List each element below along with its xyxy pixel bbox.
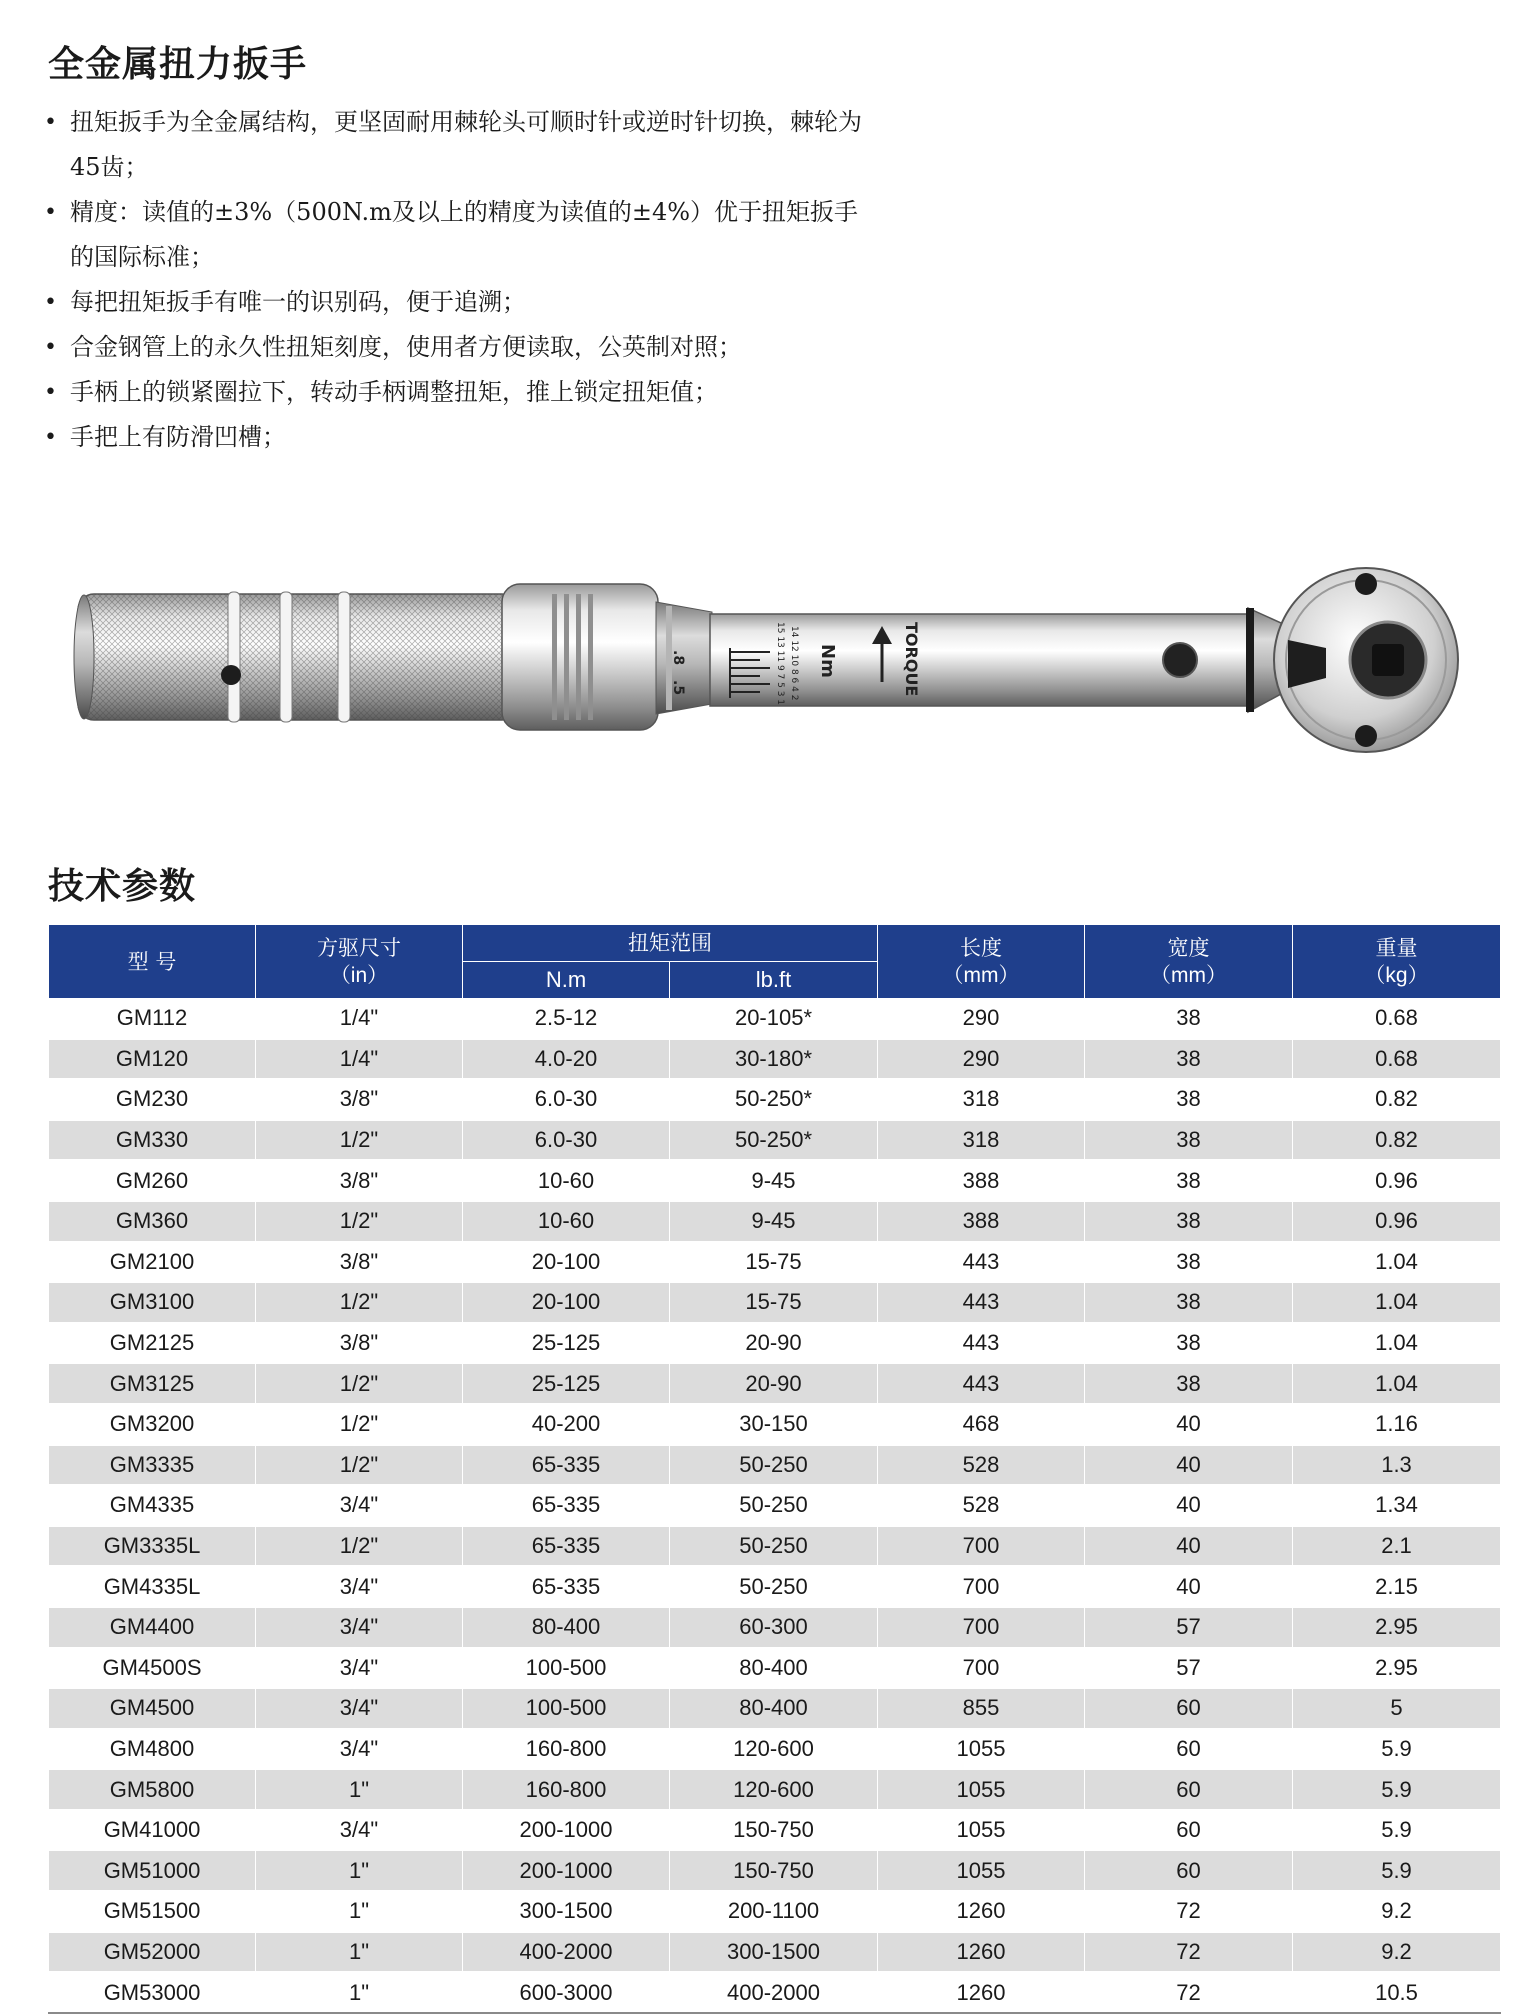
table-row: [49, 1079, 1501, 1120]
cell-torque-nm: 200-1000: [463, 1850, 670, 1891]
cell-weight: 1.3: [1293, 1445, 1501, 1486]
feature-item: • 扭矩扳手为全金属结构，更坚固耐用棘轮头可顺时针或逆时针切换，棘轮为45齿；: [44, 100, 864, 190]
table-row: [49, 1810, 1501, 1851]
table-row: [49, 1282, 1501, 1323]
cell-length: 318: [878, 1120, 1085, 1161]
cell-torque-lbft: 50-250*: [670, 1079, 878, 1120]
unit-marking: Nm: [817, 644, 838, 678]
cell-length: 1055: [878, 1729, 1085, 1770]
header-width: [1085, 925, 1293, 999]
cell-model: GM2100: [49, 1242, 256, 1283]
table-row: [49, 1850, 1501, 1891]
spec-section-title: 技术参数: [48, 866, 197, 907]
feature-item: • 每把扭矩扳手有唯一的识别码，便于追溯；: [44, 280, 864, 325]
cell-drive-size: 1/2": [256, 1120, 463, 1161]
cell-model: GM260: [49, 1160, 256, 1201]
scale-label: .8: [670, 650, 686, 666]
cell-torque-lbft: 200-1100: [670, 1891, 878, 1932]
cell-weight: 10.5: [1293, 1972, 1501, 2013]
cell-width: 60: [1085, 1810, 1293, 1851]
cell-width: 38: [1085, 1160, 1293, 1201]
cell-weight: 1.04: [1293, 1242, 1501, 1283]
cell-length: 1260: [878, 1972, 1085, 2013]
cell-torque-nm: 400-2000: [463, 1932, 670, 1973]
cell-width: 38: [1085, 1242, 1293, 1283]
table-row: [49, 1445, 1501, 1486]
table-row: [49, 1039, 1501, 1080]
cell-drive-size: 3/4": [256, 1607, 463, 1648]
table-row: [49, 999, 1501, 1039]
cell-model: GM4335L: [49, 1566, 256, 1607]
header-length-unit: （mm）: [942, 963, 1020, 987]
table-row: [49, 1526, 1501, 1567]
scale-label: 14 12 10 8 6 4 2: [789, 626, 799, 701]
cell-drive-size: 1/4": [256, 999, 463, 1039]
cell-length: 700: [878, 1526, 1085, 1567]
cell-torque-lbft: 80-400: [670, 1648, 878, 1689]
cell-drive-size: 1/2": [256, 1526, 463, 1567]
table-row: [49, 1242, 1501, 1283]
header-model: [49, 925, 256, 999]
cell-width: 60: [1085, 1769, 1293, 1810]
cell-torque-lbft: 9-45: [670, 1160, 878, 1201]
cell-width: 40: [1085, 1485, 1293, 1526]
header-torque-label: 扭矩范围: [628, 931, 712, 955]
cell-weight: 9.2: [1293, 1891, 1501, 1932]
cell-torque-nm: 40-200: [463, 1404, 670, 1445]
cell-torque-nm: 25-125: [463, 1323, 670, 1364]
cell-torque-lbft: 150-750: [670, 1810, 878, 1851]
cell-model: GM2125: [49, 1323, 256, 1364]
page-title: 全金属扭力扳手: [48, 44, 308, 85]
cell-torque-nm: 600-3000: [463, 1972, 670, 2013]
cell-torque-lbft: 120-600: [670, 1769, 878, 1810]
table-row: [49, 1607, 1501, 1648]
cell-torque-nm: 200-1000: [463, 1810, 670, 1851]
spec-table: [48, 924, 1501, 2014]
cell-drive-size: 1/2": [256, 1282, 463, 1323]
cell-model: GM4400: [49, 1607, 256, 1648]
cell-width: 38: [1085, 1120, 1293, 1161]
cell-torque-lbft: 50-250: [670, 1445, 878, 1486]
cell-model: GM3125: [49, 1363, 256, 1404]
cell-width: 72: [1085, 1972, 1293, 2013]
table-row: [49, 1566, 1501, 1607]
spec-table-header: [49, 925, 1501, 999]
cell-weight: 2.95: [1293, 1607, 1501, 1648]
cell-length: 1055: [878, 1850, 1085, 1891]
cell-drive-size: 1": [256, 1932, 463, 1973]
table-row: [49, 1404, 1501, 1445]
cell-model: GM3335: [49, 1445, 256, 1486]
cell-weight: 0.68: [1293, 1039, 1501, 1080]
cell-weight: 5.9: [1293, 1769, 1501, 1810]
cell-model: GM52000: [49, 1932, 256, 1973]
cell-torque-lbft: 20-90: [670, 1363, 878, 1404]
cell-width: 40: [1085, 1526, 1293, 1567]
scale-label: .5: [670, 680, 686, 696]
cell-length: 388: [878, 1201, 1085, 1242]
cell-length: 1260: [878, 1891, 1085, 1932]
cell-weight: 0.96: [1293, 1160, 1501, 1201]
cell-model: GM112: [49, 999, 256, 1039]
cell-torque-nm: 10-60: [463, 1160, 670, 1201]
cell-length: 388: [878, 1160, 1085, 1201]
header-width-unit: （mm）: [1150, 963, 1227, 987]
cell-weight: 9.2: [1293, 1932, 1501, 1973]
cell-torque-lbft: 15-75: [670, 1242, 878, 1283]
cell-drive-size: 1": [256, 1850, 463, 1891]
cell-torque-nm: 20-100: [463, 1242, 670, 1283]
cell-model: GM51500: [49, 1891, 256, 1932]
cell-width: 60: [1085, 1688, 1293, 1729]
header-weight: [1293, 925, 1501, 999]
table-row: [49, 1769, 1501, 1810]
cell-length: 1055: [878, 1769, 1085, 1810]
cell-torque-nm: 65-335: [463, 1445, 670, 1486]
cell-torque-lbft: 20-105*: [670, 999, 878, 1039]
cell-weight: 1.04: [1293, 1323, 1501, 1364]
torque-marking: TORQUE: [902, 622, 921, 697]
cell-torque-lbft: 9-45: [670, 1201, 878, 1242]
cell-length: 468: [878, 1404, 1085, 1445]
table-row: [49, 1323, 1501, 1364]
cell-torque-nm: 65-335: [463, 1566, 670, 1607]
table-row: [49, 1485, 1501, 1526]
header-drive-label: 方驱尺寸: [317, 935, 401, 960]
cell-torque-lbft: 150-750: [670, 1850, 878, 1891]
cell-length: 443: [878, 1323, 1085, 1364]
cell-torque-lbft: 50-250: [670, 1526, 878, 1567]
cell-torque-lbft: 400-2000: [670, 1972, 878, 2013]
cell-drive-size: 1/2": [256, 1201, 463, 1242]
cell-model: GM4335: [49, 1485, 256, 1526]
cell-width: 57: [1085, 1607, 1293, 1648]
cell-length: 1260: [878, 1932, 1085, 1973]
header-drive-unit: （in）: [329, 963, 389, 987]
cell-drive-size: 1/2": [256, 1445, 463, 1486]
header-nm: N.m: [463, 962, 670, 999]
cell-model: GM230: [49, 1079, 256, 1120]
header-weight-unit: （kg）: [1364, 963, 1429, 987]
cell-torque-nm: 4.0-20: [463, 1039, 670, 1080]
table-row: [49, 1648, 1501, 1689]
table-row: [49, 1729, 1501, 1770]
cell-drive-size: 3/4": [256, 1566, 463, 1607]
cell-weight: 2.95: [1293, 1648, 1501, 1689]
cell-torque-lbft: 15-75: [670, 1282, 878, 1323]
cell-weight: 1.04: [1293, 1282, 1501, 1323]
feature-item: • 精度：读值的±3%（500N.m及以上的精度为读值的±4%）优于扭矩扳手的国际标准；: [44, 190, 864, 280]
cell-weight: 1.16: [1293, 1404, 1501, 1445]
cell-torque-nm: 65-335: [463, 1485, 670, 1526]
table-row: [49, 1972, 1501, 2013]
cell-model: GM330: [49, 1120, 256, 1161]
cell-model: GM3100: [49, 1282, 256, 1323]
table-row: [49, 1363, 1501, 1404]
cell-width: 72: [1085, 1891, 1293, 1932]
cell-torque-lbft: 30-150: [670, 1404, 878, 1445]
cell-model: GM3200: [49, 1404, 256, 1445]
cell-drive-size: 3/8": [256, 1160, 463, 1201]
cell-torque-lbft: 120-600: [670, 1729, 878, 1770]
cell-drive-size: 3/4": [256, 1648, 463, 1689]
cell-length: 1055: [878, 1810, 1085, 1851]
cell-length: 290: [878, 1039, 1085, 1080]
cell-model: GM4800: [49, 1729, 256, 1770]
cell-torque-lbft: 50-250: [670, 1566, 878, 1607]
feature-item: • 手柄上的锁紧圈拉下，转动手柄调整扭矩，推上锁定扭矩值；: [44, 370, 864, 415]
cell-drive-size: 1/2": [256, 1404, 463, 1445]
cell-drive-size: 3/4": [256, 1810, 463, 1851]
cell-length: 700: [878, 1566, 1085, 1607]
cell-length: 700: [878, 1648, 1085, 1689]
cell-weight: 2.15: [1293, 1566, 1501, 1607]
cell-torque-lbft: 80-400: [670, 1688, 878, 1729]
cell-torque-lbft: 20-90: [670, 1323, 878, 1364]
table-row: [49, 1201, 1501, 1242]
cell-torque-lbft: 300-1500: [670, 1932, 878, 1973]
cell-model: GM41000: [49, 1810, 256, 1851]
feature-item: • 合金钢管上的永久性扭矩刻度，使用者方便读取，公英制对照；: [44, 325, 864, 370]
cell-torque-nm: 80-400: [463, 1607, 670, 1648]
cell-length: 700: [878, 1607, 1085, 1648]
cell-width: 38: [1085, 1201, 1293, 1242]
cell-width: 40: [1085, 1445, 1293, 1486]
cell-torque-nm: 300-1500: [463, 1891, 670, 1932]
header-length: [878, 925, 1085, 999]
cell-torque-nm: 65-335: [463, 1526, 670, 1567]
header-weight-label: 重量: [1375, 935, 1418, 960]
cell-drive-size: 1": [256, 1769, 463, 1810]
cell-drive-size: 1": [256, 1972, 463, 2013]
cell-torque-nm: 160-800: [463, 1729, 670, 1770]
header-torque: [463, 925, 878, 962]
cell-torque-lbft: 50-250*: [670, 1120, 878, 1161]
cell-length: 855: [878, 1688, 1085, 1729]
cell-torque-nm: 6.0-30: [463, 1079, 670, 1120]
cell-torque-nm: 6.0-30: [463, 1120, 670, 1161]
cell-torque-nm: 160-800: [463, 1769, 670, 1810]
cell-weight: 5: [1293, 1688, 1501, 1729]
table-row: [49, 1688, 1501, 1729]
feature-item: • 手把上有防滑凹槽；: [44, 415, 864, 460]
table-row: [49, 1160, 1501, 1201]
cell-length: 443: [878, 1242, 1085, 1283]
cell-length: 528: [878, 1485, 1085, 1526]
cell-model: GM3335L: [49, 1526, 256, 1567]
cell-length: 443: [878, 1363, 1085, 1404]
cell-torque-nm: 100-500: [463, 1688, 670, 1729]
cell-width: 38: [1085, 1079, 1293, 1120]
header-length-label: 长度: [960, 935, 1002, 960]
feature-list: [44, 100, 864, 460]
cell-torque-lbft: 30-180*: [670, 1039, 878, 1080]
cell-torque-lbft: 60-300: [670, 1607, 878, 1648]
header-drive: [256, 925, 463, 999]
cell-weight: 0.68: [1293, 999, 1501, 1039]
cell-model: GM53000: [49, 1972, 256, 2013]
cell-drive-size: 3/8": [256, 1323, 463, 1364]
cell-torque-nm: 25-125: [463, 1363, 670, 1404]
header-width-label: 宽度: [1167, 935, 1210, 960]
cell-width: 38: [1085, 1282, 1293, 1323]
cell-drive-size: 1/4": [256, 1039, 463, 1080]
cell-torque-nm: 2.5-12: [463, 999, 670, 1039]
cell-weight: 1.34: [1293, 1485, 1501, 1526]
cell-width: 72: [1085, 1932, 1293, 1973]
torque-wrench-image: [70, 548, 1470, 778]
spec-table-body: [49, 999, 1501, 2013]
cell-width: 60: [1085, 1729, 1293, 1770]
cell-torque-nm: 20-100: [463, 1282, 670, 1323]
cell-weight: 5.9: [1293, 1729, 1501, 1770]
cell-weight: 5.9: [1293, 1850, 1501, 1891]
table-row: [49, 1932, 1501, 1973]
cell-width: 38: [1085, 1323, 1293, 1364]
cell-drive-size: 1/2": [256, 1363, 463, 1404]
cell-drive-size: 1": [256, 1891, 463, 1932]
cell-drive-size: 3/4": [256, 1485, 463, 1526]
cell-width: 38: [1085, 999, 1293, 1039]
header-model-label: 型 号: [127, 949, 177, 974]
cell-weight: 0.82: [1293, 1079, 1501, 1120]
cell-width: 40: [1085, 1566, 1293, 1607]
table-row: [49, 1891, 1501, 1932]
cell-torque-lbft: 50-250: [670, 1485, 878, 1526]
cell-length: 443: [878, 1282, 1085, 1323]
cell-width: 57: [1085, 1648, 1293, 1689]
cell-torque-nm: 100-500: [463, 1648, 670, 1689]
scale-label: 15 13 11 9 7 5 3 1: [775, 622, 785, 706]
cell-width: 40: [1085, 1404, 1293, 1445]
cell-width: 38: [1085, 1363, 1293, 1404]
cell-drive-size: 3/8": [256, 1242, 463, 1283]
cell-weight: 5.9: [1293, 1810, 1501, 1851]
cell-width: 38: [1085, 1039, 1293, 1080]
cell-drive-size: 3/4": [256, 1688, 463, 1729]
cell-weight: 2.1: [1293, 1526, 1501, 1567]
cell-drive-size: 3/4": [256, 1729, 463, 1770]
cell-model: GM120: [49, 1039, 256, 1080]
cell-torque-nm: 10-60: [463, 1201, 670, 1242]
cell-model: GM4500S: [49, 1648, 256, 1689]
cell-model: GM5800: [49, 1769, 256, 1810]
cell-width: 60: [1085, 1850, 1293, 1891]
cell-model: GM4500: [49, 1688, 256, 1729]
header-lbft: lb.ft: [670, 962, 878, 999]
cell-length: 528: [878, 1445, 1085, 1486]
table-row: [49, 1120, 1501, 1161]
cell-model: GM51000: [49, 1850, 256, 1891]
cell-length: 318: [878, 1079, 1085, 1120]
cell-drive-size: 3/8": [256, 1079, 463, 1120]
cell-length: 290: [878, 999, 1085, 1039]
cell-weight: 0.82: [1293, 1120, 1501, 1161]
cell-model: GM360: [49, 1201, 256, 1242]
cell-weight: 0.96: [1293, 1201, 1501, 1242]
cell-weight: 1.04: [1293, 1363, 1501, 1404]
